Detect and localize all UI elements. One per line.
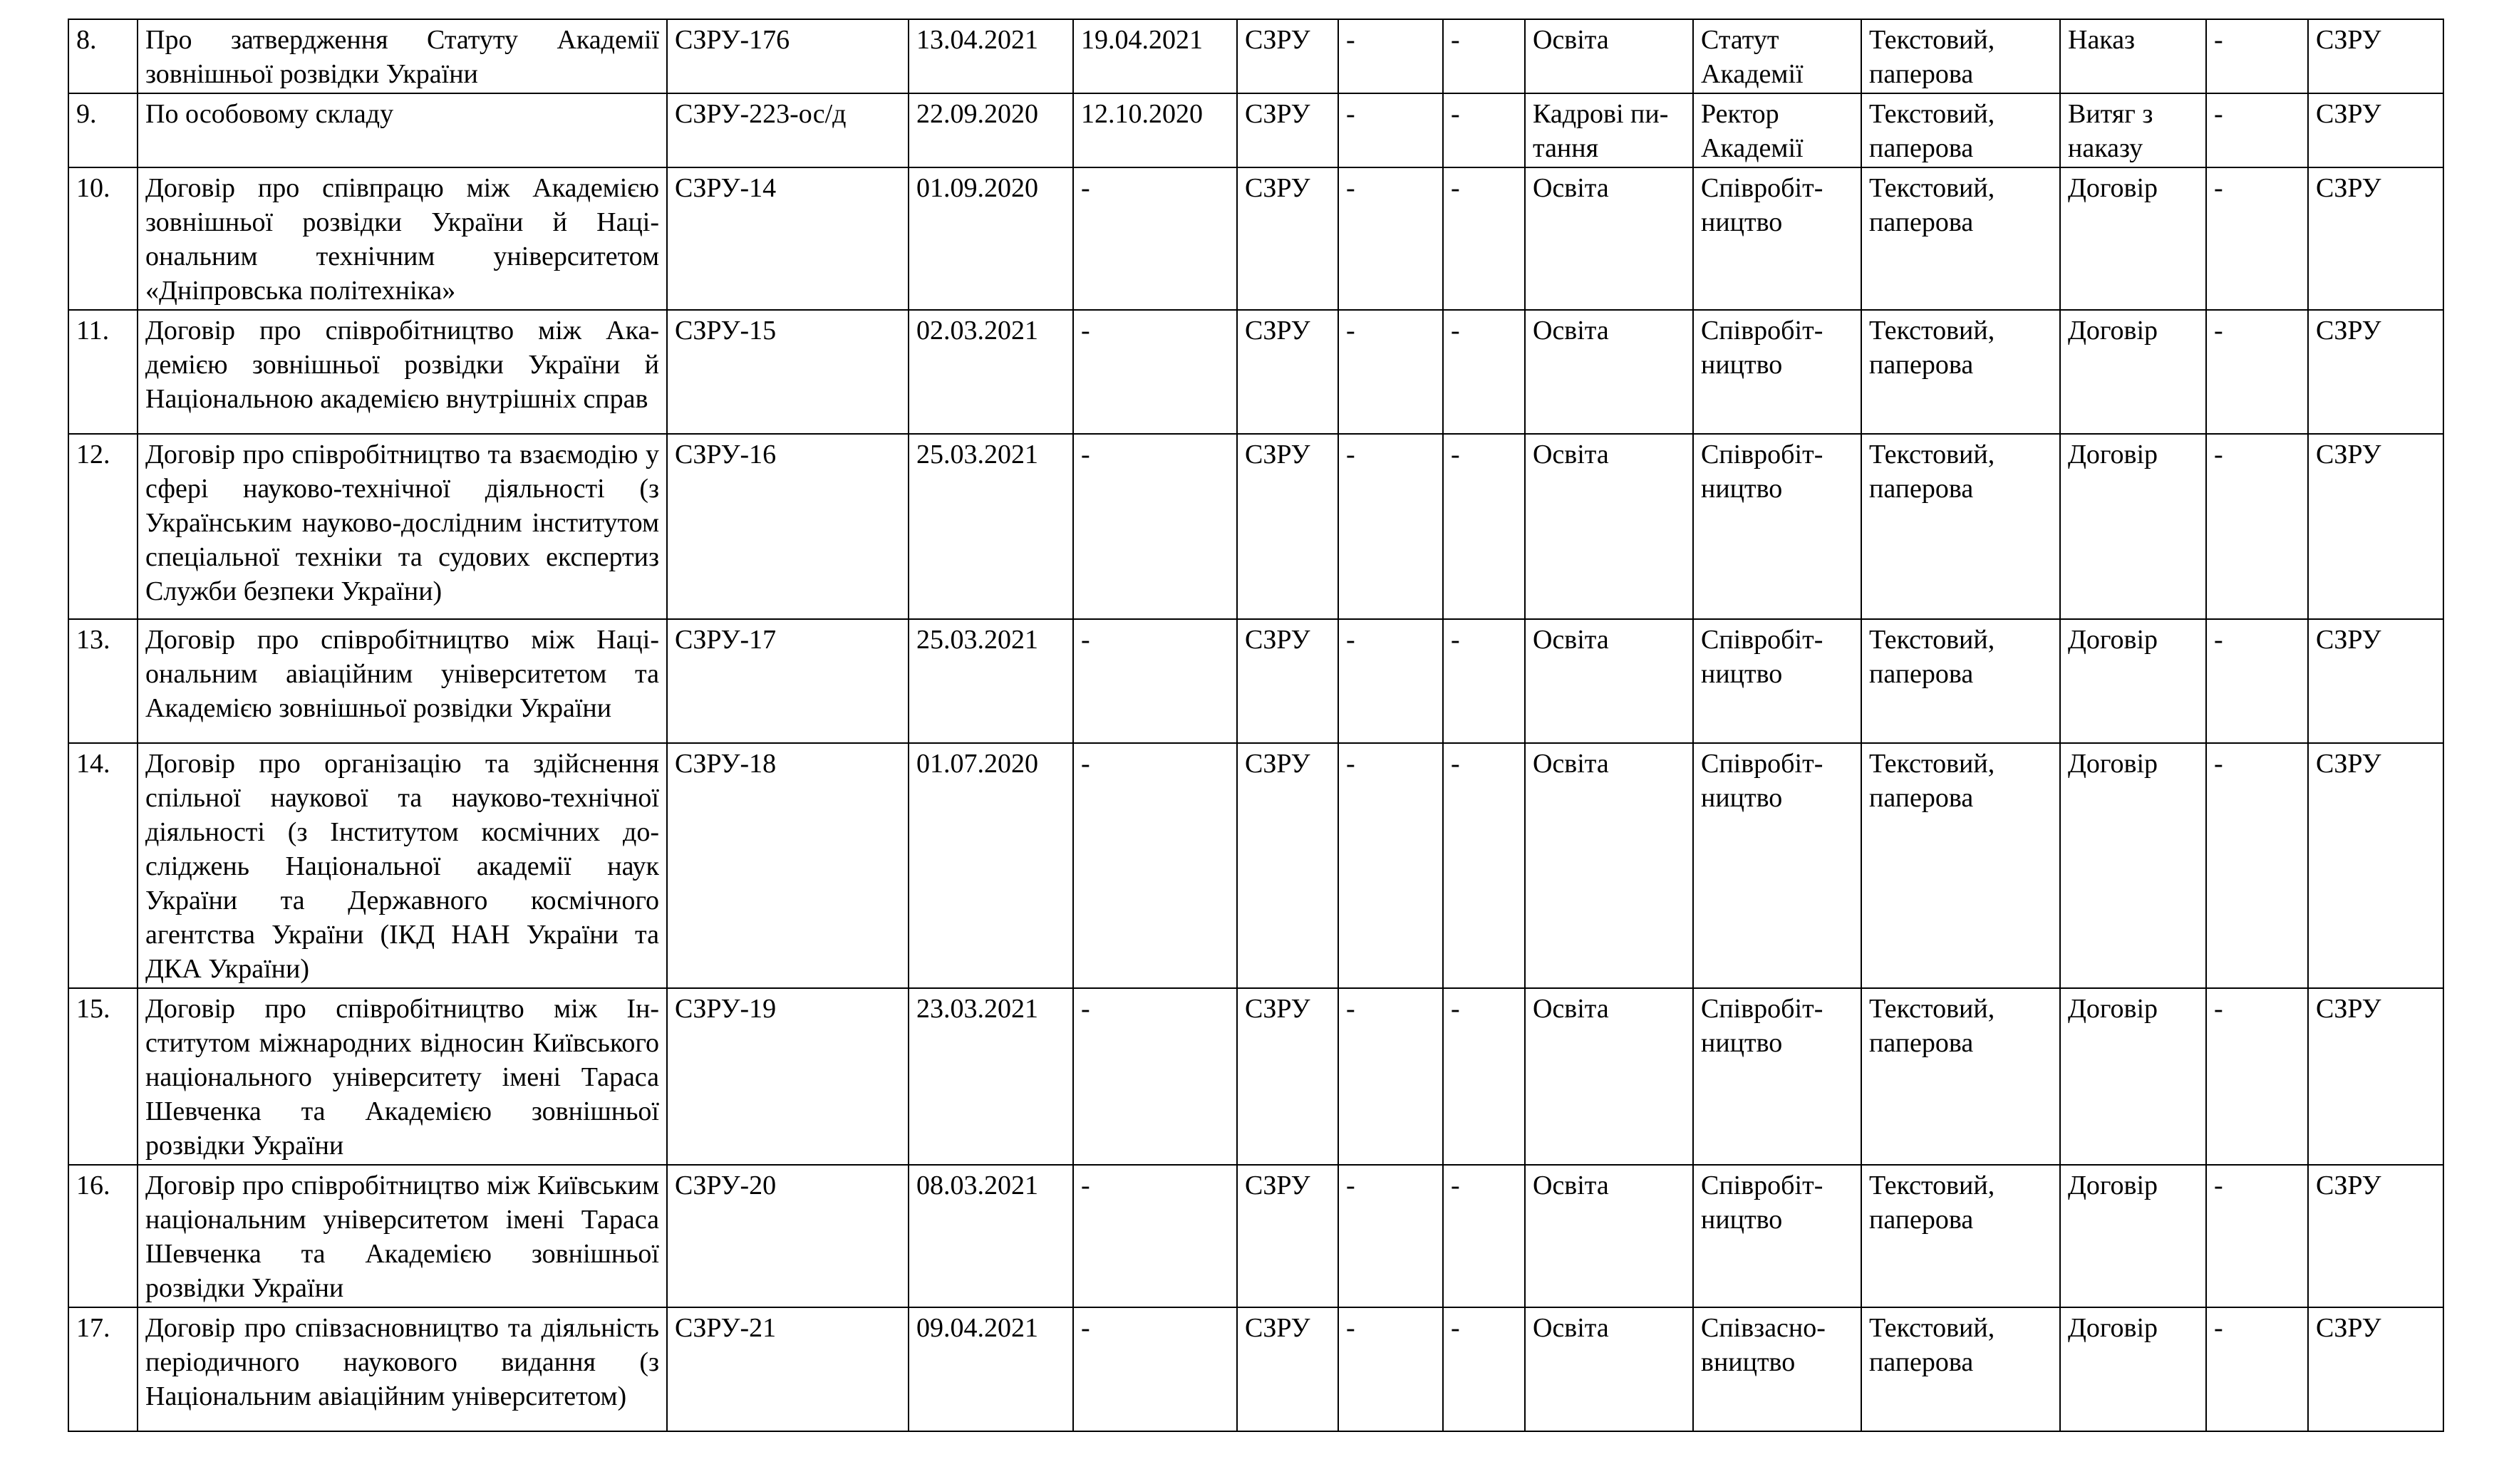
document-index-cell: СЗРУ-176 [667, 19, 909, 93]
form-cell: Текстовий, паперова [1861, 93, 2060, 167]
owner-cell: СЗРУ [2308, 988, 2443, 1165]
date-created-cell: 22.09.2020 [909, 93, 1073, 167]
document-index-cell: СЗРУ-14 [667, 167, 909, 310]
field-cell: Освіта [1525, 743, 1693, 988]
subject-cell: Співробітництво [1693, 988, 1861, 1165]
author-cell: СЗРУ [1237, 988, 1338, 1165]
subject-cell: Співзасновництво [1693, 1307, 1861, 1431]
form-cell: Текстовий, паперова [1861, 167, 2060, 310]
table-row [68, 988, 2443, 1165]
subject-cell: Ректор Академії [1693, 93, 1861, 167]
form-cell: Текстовий, паперова [1861, 310, 2060, 434]
owner-cell: СЗРУ [2308, 167, 2443, 310]
document-index-cell: СЗРУ-18 [667, 743, 909, 988]
dash-cell: - [1443, 434, 1525, 619]
dash-cell: - [2206, 93, 2308, 167]
form-cell: Текстовий, паперова [1861, 619, 2060, 743]
dash-cell: - [1443, 93, 1525, 167]
dash-cell: - [1443, 167, 1525, 310]
form-cell: Текстовий, паперова [1861, 988, 2060, 1165]
date-created-cell: 25.03.2021 [909, 619, 1073, 743]
date-approved-cell: 12.10.2020 [1073, 93, 1237, 167]
author-cell: СЗРУ [1237, 167, 1338, 310]
dash-cell: - [2206, 1307, 2308, 1431]
field-cell: Освіта [1525, 434, 1693, 619]
dash-cell: - [2206, 310, 2308, 434]
dash-cell: - [1338, 619, 1443, 743]
document-index-cell: СЗРУ-15 [667, 310, 909, 434]
row-number-cell: 17. [68, 1307, 138, 1431]
document-type-cell: Договір [2060, 1165, 2206, 1307]
date-created-cell: 23.03.2021 [909, 988, 1073, 1165]
field-cell: Освіта [1525, 1307, 1693, 1431]
document-index-cell: СЗРУ-19 [667, 988, 909, 1165]
document-index-cell: СЗРУ-16 [667, 434, 909, 619]
subject-cell: Співробітництво [1693, 434, 1861, 619]
row-number-cell: 10. [68, 167, 138, 310]
dash-cell: - [2206, 19, 2308, 93]
owner-cell: СЗРУ [2308, 434, 2443, 619]
table-row [68, 1165, 2443, 1307]
date-approved-cell: - [1073, 167, 1237, 310]
subject-cell: Співробітництво [1693, 743, 1861, 988]
field-cell: Освіта [1525, 988, 1693, 1165]
date-approved-cell: - [1073, 743, 1237, 988]
row-number-cell: 14. [68, 743, 138, 988]
dash-cell: - [1338, 1165, 1443, 1307]
date-created-cell: 08.03.2021 [909, 1165, 1073, 1307]
dash-cell: - [1443, 988, 1525, 1165]
owner-cell: СЗРУ [2308, 1165, 2443, 1307]
date-approved-cell: - [1073, 988, 1237, 1165]
dash-cell: - [2206, 988, 2308, 1165]
author-cell: СЗРУ [1237, 1307, 1338, 1431]
row-number-cell: 12. [68, 434, 138, 619]
author-cell: СЗРУ [1237, 434, 1338, 619]
dash-cell: - [1338, 434, 1443, 619]
form-cell: Текстовий, паперова [1861, 743, 2060, 988]
date-approved-cell: 19.04.2021 [1073, 19, 1237, 93]
owner-cell: СЗРУ [2308, 310, 2443, 434]
document-title-cell: Договір про співзасновництво та діяльність періодичного наукового видання (з Національним авіаційним університетом) [138, 1307, 667, 1431]
table-row [68, 434, 2443, 619]
row-number-cell: 11. [68, 310, 138, 434]
author-cell: СЗРУ [1237, 310, 1338, 434]
table-row [68, 19, 2443, 93]
field-cell: Освіта [1525, 1165, 1693, 1307]
row-number-cell: 8. [68, 19, 138, 93]
dash-cell: - [2206, 619, 2308, 743]
document-index-cell: СЗРУ-223-ос/д [667, 93, 909, 167]
table-row [68, 743, 2443, 988]
row-number-cell: 16. [68, 1165, 138, 1307]
owner-cell: СЗРУ [2308, 743, 2443, 988]
document-index-cell: СЗРУ-17 [667, 619, 909, 743]
dash-cell: - [2206, 167, 2308, 310]
document-index-cell: СЗРУ-21 [667, 1307, 909, 1431]
field-cell: Освіта [1525, 167, 1693, 310]
dash-cell: - [1338, 1307, 1443, 1431]
document-type-cell: Договір [2060, 743, 2206, 988]
owner-cell: СЗРУ [2308, 19, 2443, 93]
date-created-cell: 01.09.2020 [909, 167, 1073, 310]
document-title-cell: По особовому складу [138, 93, 667, 167]
row-number-cell: 13. [68, 619, 138, 743]
dash-cell: - [1443, 1165, 1525, 1307]
date-created-cell: 02.03.2021 [909, 310, 1073, 434]
date-approved-cell: - [1073, 619, 1237, 743]
dash-cell: - [2206, 1165, 2308, 1307]
dash-cell: - [1443, 619, 1525, 743]
owner-cell: СЗРУ [2308, 1307, 2443, 1431]
field-cell: Освіта [1525, 619, 1693, 743]
document-title-cell: Про затвердження Статуту Академії зовнішньої розвідки України [138, 19, 667, 93]
row-number-cell: 9. [68, 93, 138, 167]
table-row [68, 310, 2443, 434]
date-approved-cell: - [1073, 1307, 1237, 1431]
subject-cell: Співробітництво [1693, 167, 1861, 310]
table-row [68, 1307, 2443, 1431]
table-row [68, 619, 2443, 743]
row-number-cell: 15. [68, 988, 138, 1165]
owner-cell: СЗРУ [2308, 93, 2443, 167]
date-approved-cell: - [1073, 434, 1237, 619]
document-type-cell: Договір [2060, 167, 2206, 310]
owner-cell: СЗРУ [2308, 619, 2443, 743]
document-title-cell: Договір про співробітництво та взаємодію у сфері науково-технічної діяльності (з Українським науково-дослідним інститутом спеціальної техніки та судових експертиз Служби безпеки України) [138, 434, 667, 619]
form-cell: Текстовий, паперова [1861, 1165, 2060, 1307]
subject-cell: Співробітництво [1693, 1165, 1861, 1307]
dash-cell: - [1443, 743, 1525, 988]
date-created-cell: 25.03.2021 [909, 434, 1073, 619]
subject-cell: Статут Академії [1693, 19, 1861, 93]
document-type-cell: Договір [2060, 434, 2206, 619]
dash-cell: - [1338, 167, 1443, 310]
date-created-cell: 09.04.2021 [909, 1307, 1073, 1431]
author-cell: СЗРУ [1237, 619, 1338, 743]
dash-cell: - [1443, 1307, 1525, 1431]
form-cell: Текстовий, паперова [1861, 1307, 2060, 1431]
dash-cell: - [1443, 310, 1525, 434]
dash-cell: - [2206, 743, 2308, 988]
dash-cell: - [1338, 93, 1443, 167]
author-cell: СЗРУ [1237, 743, 1338, 988]
document-type-cell: Договір [2060, 310, 2206, 434]
document-index-cell: СЗРУ-20 [667, 1165, 909, 1307]
document-title-cell: Договір про співпрацю між Академією зовнішньої розвідки України й Національним технічним університетом «Дніпровська політехніка» [138, 167, 667, 310]
author-cell: СЗРУ [1237, 1165, 1338, 1307]
table-body [68, 19, 2443, 1431]
form-cell: Текстовий, паперова [1861, 434, 2060, 619]
date-created-cell: 13.04.2021 [909, 19, 1073, 93]
document-title-cell: Договір про співробітництво між Київським національним університетом імені Тараса Шевченка та Академією зовнішньої розвідки України [138, 1165, 667, 1307]
dash-cell: - [1338, 743, 1443, 988]
document-table [68, 19, 2444, 1432]
document-type-cell: Договір [2060, 1307, 2206, 1431]
dash-cell: - [1338, 988, 1443, 1165]
table-row [68, 93, 2443, 167]
date-created-cell: 01.07.2020 [909, 743, 1073, 988]
dash-cell: - [2206, 434, 2308, 619]
field-cell: Освіта [1525, 19, 1693, 93]
subject-cell: Співробітництво [1693, 310, 1861, 434]
dash-cell: - [1338, 19, 1443, 93]
document-type-cell: Договір [2060, 619, 2206, 743]
document-type-cell: Договір [2060, 988, 2206, 1165]
document-type-cell: Наказ [2060, 19, 2206, 93]
subject-cell: Співробітництво [1693, 619, 1861, 743]
author-cell: СЗРУ [1237, 19, 1338, 93]
field-cell: Кадрові питання [1525, 93, 1693, 167]
author-cell: СЗРУ [1237, 93, 1338, 167]
document-title-cell: Договір про співробітництво між Академією зовнішньої розвідки України й Національною академією внутрішніх справ [138, 310, 667, 434]
table-row [68, 167, 2443, 310]
document-type-cell: Витяг з наказу [2060, 93, 2206, 167]
field-cell: Освіта [1525, 310, 1693, 434]
date-approved-cell: - [1073, 1165, 1237, 1307]
dash-cell: - [1443, 19, 1525, 93]
date-approved-cell: - [1073, 310, 1237, 434]
document-title-cell: Договір про співробітництво між Інститутом міжнародних відносин Київського національного університету імені Тараса Шевченка та Академією зовнішньої розвідки України [138, 988, 667, 1165]
form-cell: Текстовий, паперова [1861, 19, 2060, 93]
document-title-cell: Договір про організацію та здійснення спільної наукової та науково-технічної діяльності (з Інститутом космічних досліджень Національної академії наук України та Державного космічного агентства України (ІКД НАН України та ДКА України) [138, 743, 667, 988]
document-title-cell: Договір про співробітництво між Національним авіаційним університетом та Академією зовнішньої розвідки України [138, 619, 667, 743]
dash-cell: - [1338, 310, 1443, 434]
